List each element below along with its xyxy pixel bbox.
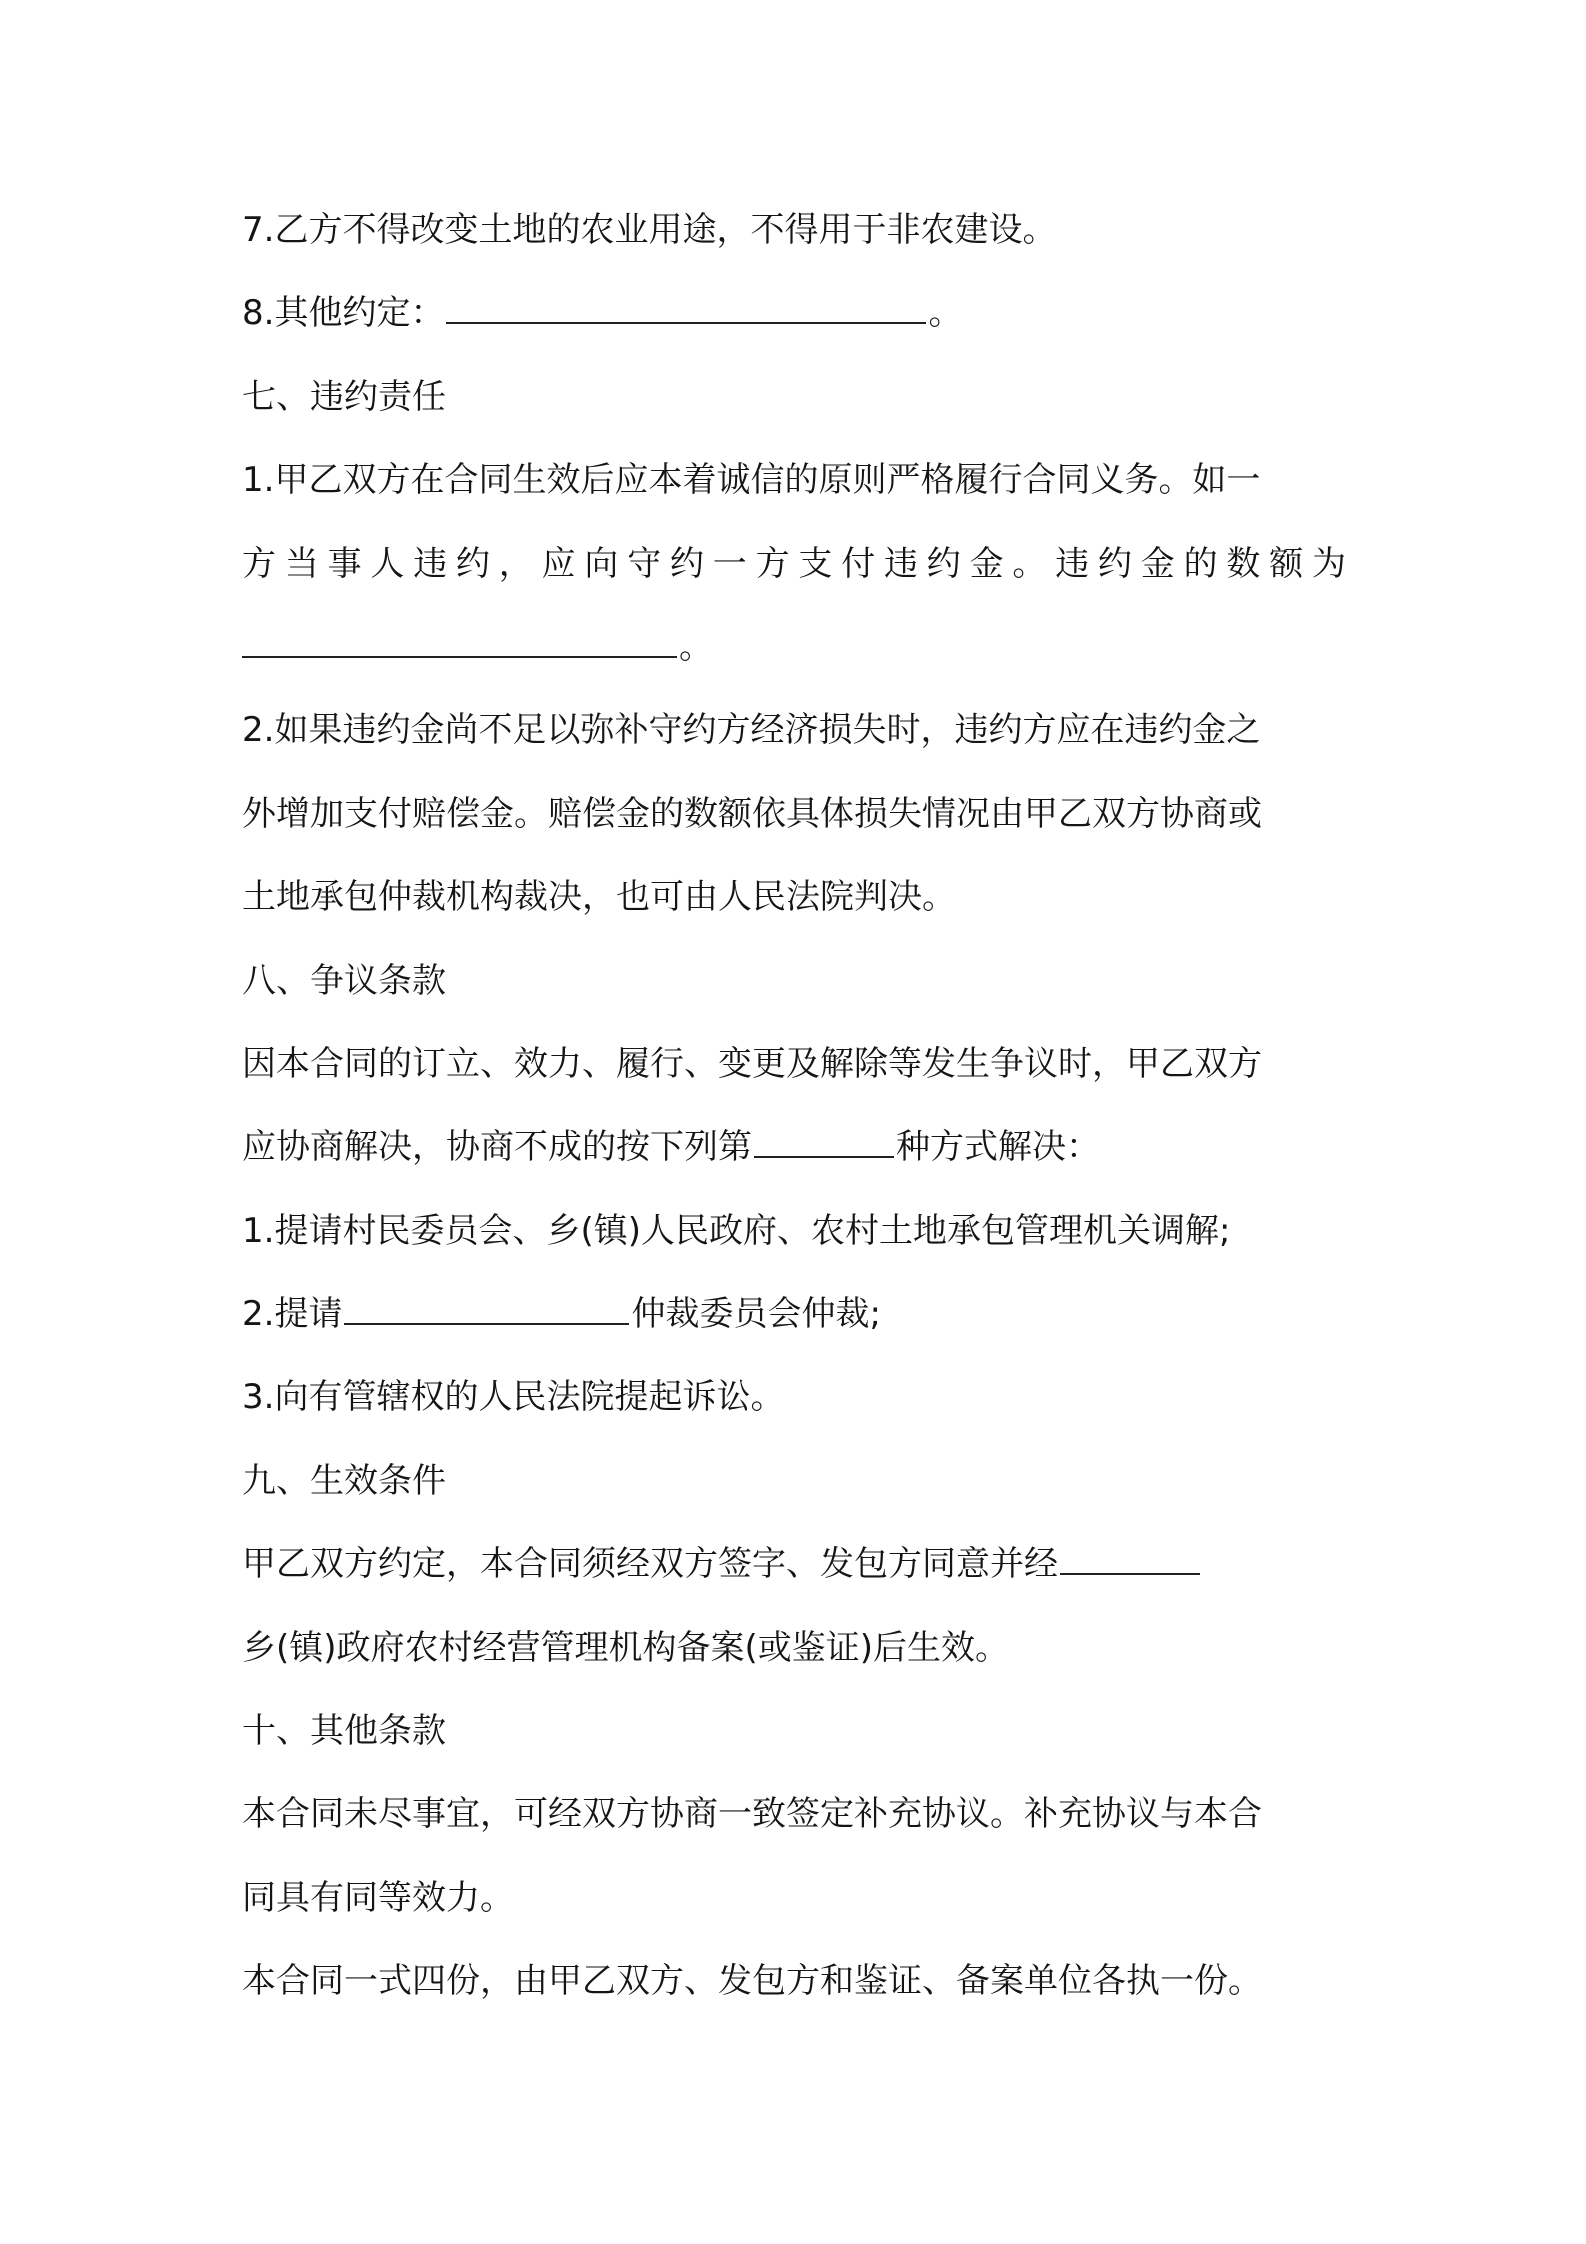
clause-text: 同具有同等效力。 xyxy=(242,1877,514,1918)
clause-line-with-blank xyxy=(242,281,1352,364)
section-heading xyxy=(242,365,1352,448)
clause-text: 8.其他约定： xyxy=(242,293,445,334)
fill-in-blank xyxy=(1060,1547,1200,1575)
clause-text: 甲乙双方约定，本合同须经双方签字、发包方同意并经 xyxy=(242,1544,1058,1585)
clause-text: 。 xyxy=(928,293,963,334)
clause-line-with-blank xyxy=(242,615,1352,698)
clause-text: 2.如果违约金尚不足以弥补守约方经济损失时，违约方应在违约金之 xyxy=(242,710,1261,751)
clause-line xyxy=(242,1365,1352,1448)
clause-text: 1.提请村民委员会、乡(镇)人民政府、农村土地承包管理机关调解; xyxy=(242,1210,1231,1251)
clause-line xyxy=(242,448,1352,531)
fill-in-blank xyxy=(242,630,677,658)
clause-text: 3.向有管辖权的人民法院提起诉讼。 xyxy=(242,1377,785,1418)
clause-text: 土地承包仲裁机构裁决，也可由人民法院判决。 xyxy=(242,877,956,918)
clause-text: 仲裁委员会仲裁; xyxy=(631,1294,881,1335)
clause-text: 1.甲乙双方在合同生效后应本着诚信的原则严格履行合同义务。如一 xyxy=(242,460,1261,501)
section-heading xyxy=(242,1699,1352,1782)
clause-line xyxy=(242,198,1352,281)
clause-text: 方当事人违约，应向守约一方支付违约金。违约金的数额为 xyxy=(242,543,1352,584)
clause-text: 应协商解决，协商不成的按下列第 xyxy=(242,1127,752,1168)
heading-text: 七、违约责任 xyxy=(242,376,446,417)
clause-line-with-blank xyxy=(242,1282,1352,1365)
clause-line xyxy=(242,1616,1352,1699)
clause-line xyxy=(242,1866,1352,1949)
clause-text: 。 xyxy=(679,626,713,667)
clause-text: 外增加支付赔偿金。赔偿金的数额依具体损失情况由甲乙双方协商或 xyxy=(242,793,1262,834)
clause-line xyxy=(242,1032,1352,1115)
section-heading xyxy=(242,949,1352,1032)
contract-text xyxy=(242,198,1352,2033)
clause-line xyxy=(242,1782,1352,1865)
clause-line xyxy=(242,698,1352,781)
clause-line xyxy=(242,1199,1352,1282)
clause-text: 因本合同的订立、效力、履行、变更及解除等发生争议时，甲乙双方 xyxy=(242,1043,1262,1084)
clause-text: 本合同一式四份，由甲乙双方、发包方和鉴证、备案单位各执一份。 xyxy=(242,1961,1262,2002)
clause-line-with-blank xyxy=(242,1115,1352,1198)
clause-line xyxy=(242,532,1352,615)
clause-text: 2.提请 xyxy=(242,1294,343,1335)
clause-line xyxy=(242,1949,1352,2032)
clause-line-with-blank xyxy=(242,1532,1352,1615)
fill-in-blank xyxy=(344,1297,629,1325)
heading-text: 八、争议条款 xyxy=(242,960,446,1001)
clause-text: 种方式解决： xyxy=(896,1127,1100,1168)
heading-text: 九、生效条件 xyxy=(242,1460,446,1501)
section-heading xyxy=(242,1449,1352,1532)
clause-line xyxy=(242,865,1352,948)
fill-in-blank xyxy=(754,1130,894,1158)
clause-text: 7.乙方不得改变土地的农业用途，不得用于非农建设。 xyxy=(242,210,1057,250)
fill-in-blank xyxy=(446,296,926,324)
clause-text: 本合同未尽事宜，可经双方协商一致签定补充协议。补充协议与本合 xyxy=(242,1794,1262,1835)
heading-text: 十、其他条款 xyxy=(242,1711,446,1752)
clause-line xyxy=(242,782,1352,865)
clause-text: 乡(镇)政府农村经营管理机构备案(或鉴证)后生效。 xyxy=(242,1627,1010,1668)
